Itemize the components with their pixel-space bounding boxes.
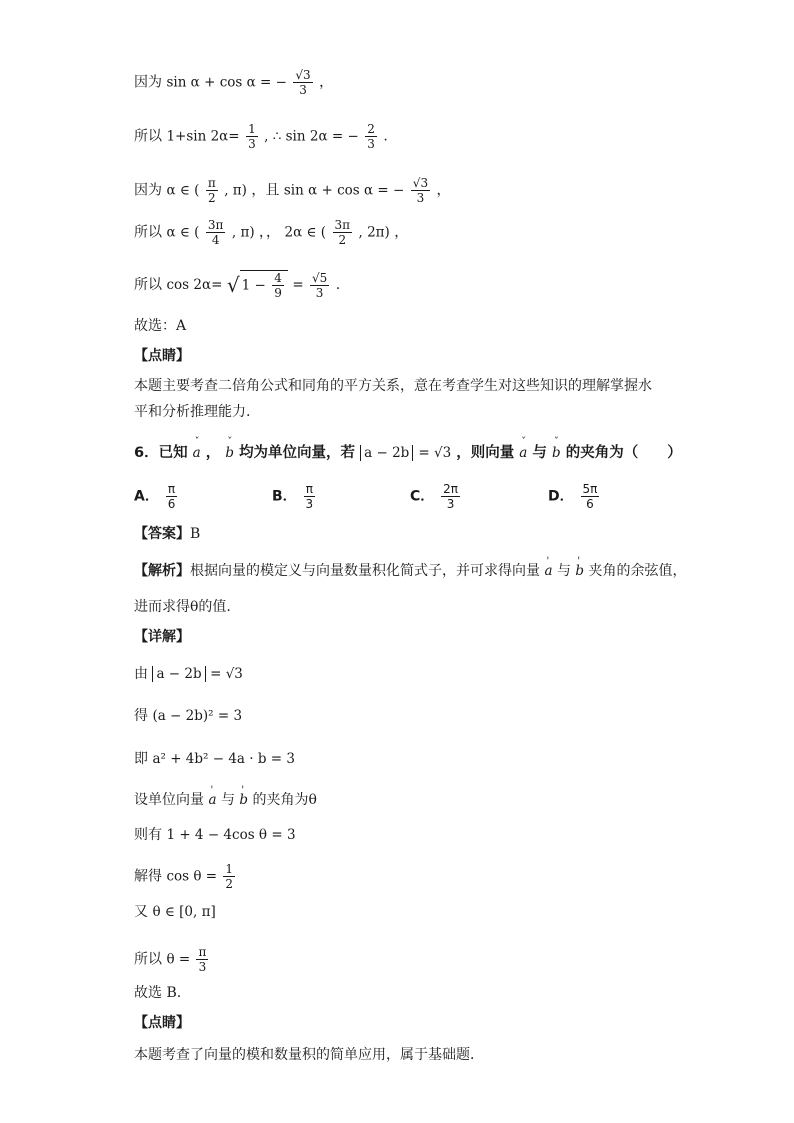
- option-d[interactable]: [548, 482, 601, 511]
- numerator: π: [167, 482, 176, 496]
- math-expr: θ ∈ [0, π]: [152, 904, 216, 920]
- vector-b: ˇ b: [552, 444, 561, 462]
- math-expr: (a − 2b)² = 3: [152, 708, 243, 724]
- punct: ，: [205, 445, 221, 461]
- stem-text: 的夹角为（ ）: [565, 445, 682, 461]
- numerator: 1: [225, 862, 234, 876]
- fraction: [196, 945, 208, 974]
- option-label: C．: [410, 488, 435, 505]
- sqrt-sign: √: [226, 273, 240, 297]
- math-expr: = √3: [418, 445, 452, 461]
- denominator: 2: [338, 233, 347, 247]
- math-expr: , π): [224, 182, 247, 199]
- solution-line-3: [134, 176, 451, 205]
- denominator: 2: [225, 877, 234, 891]
- line-prefix: 所以: [134, 224, 162, 241]
- analysis-line-2: 进而求得θ的值.: [134, 599, 231, 615]
- answer-section: [134, 525, 200, 543]
- math-expr: , ∴ sin 2α = −: [264, 128, 359, 145]
- numerator: 2π: [443, 482, 459, 496]
- numerator: 4: [274, 271, 282, 285]
- denominator: 2: [208, 191, 216, 205]
- vector-a: ' a: [208, 791, 216, 809]
- numerator: 1: [248, 122, 256, 136]
- abs-expression: a − 2b: [152, 666, 205, 682]
- line-prefix: 因为: [134, 182, 162, 199]
- vector-b: ' b: [239, 791, 248, 809]
- denominator: 4: [211, 233, 220, 247]
- detail-line-1: [134, 665, 243, 683]
- line-prefix: 又: [134, 904, 148, 920]
- denominator: 3: [299, 83, 307, 97]
- numerator: √3: [295, 68, 311, 82]
- fraction: [223, 862, 235, 891]
- answer-line: 故选：A: [134, 318, 187, 334]
- denominator: 6: [167, 497, 176, 511]
- detail-line-8: [134, 945, 210, 974]
- fraction: [581, 482, 600, 511]
- numerator: 3π: [207, 218, 224, 232]
- option-label: A．: [134, 488, 159, 505]
- numerator: π: [198, 945, 207, 959]
- numerator: √3: [412, 176, 429, 190]
- comment-text: 本题主要考查二倍角公式和同角的平方关系，意在考查学生对这些知识的理解掌握水平和分析推理能力.: [134, 378, 652, 420]
- math-expr: 1 −: [241, 277, 266, 294]
- line-prefix: 所以: [134, 128, 162, 145]
- vector-b: ˇ b: [225, 444, 234, 462]
- fraction: [333, 218, 353, 247]
- punct: ，: [319, 74, 334, 91]
- punct: ，: [436, 182, 451, 199]
- detail-text: 与: [220, 792, 235, 808]
- math-expr: sin α + cos α = −: [283, 182, 405, 199]
- punct: ，: [394, 224, 409, 241]
- denominator: 3: [446, 497, 455, 511]
- punct: ，，: [259, 224, 281, 241]
- detail-line-4: [134, 791, 317, 809]
- denominator: 3: [367, 137, 375, 151]
- detail-text: 的夹角为θ: [252, 792, 317, 808]
- vector-a: ˇ a: [519, 444, 527, 462]
- conjunction: ，且: [251, 182, 280, 199]
- math-expr: sin α + cos α = −: [166, 74, 287, 91]
- line-prefix: 所以: [134, 951, 162, 968]
- detail-heading: 【详解】: [134, 629, 190, 645]
- math-expr: , π): [231, 224, 255, 241]
- line-prefix: 即: [134, 751, 148, 767]
- analysis-line-1: [134, 562, 687, 580]
- denominator: 3: [198, 960, 207, 974]
- option-label: D．: [548, 488, 574, 505]
- fraction: [272, 271, 284, 300]
- comment-text-2: 本题考查了向量的模和数量积的简单应用，属于基础题．: [134, 1047, 484, 1063]
- numerator: 5π: [582, 482, 598, 496]
- line-prefix: 由: [134, 666, 148, 682]
- stem-text: 与: [532, 445, 547, 461]
- numerator: 3π: [334, 218, 351, 232]
- fraction: [310, 271, 329, 300]
- analysis-heading: 【解析】: [134, 563, 190, 579]
- sqrt-body: [240, 270, 288, 300]
- fraction: [365, 122, 377, 151]
- math-expr: cos 2α=: [166, 277, 223, 293]
- fraction: [206, 176, 218, 205]
- detail-line-5: [134, 826, 296, 844]
- denominator: 6: [586, 497, 594, 511]
- option-a[interactable]: [134, 482, 179, 511]
- vector-a: ' a: [544, 562, 552, 580]
- vector-a: ˇ a: [193, 444, 201, 462]
- detail-line-6: [134, 862, 237, 891]
- math-expr: = √3: [210, 666, 243, 682]
- math-expr: α ∈ (: [166, 182, 200, 199]
- numerator: 2: [367, 122, 375, 136]
- punct: .: [383, 128, 388, 145]
- math-expr: α ∈ (: [166, 224, 200, 241]
- fraction: [293, 68, 312, 97]
- punct: .: [335, 277, 341, 293]
- math-expr: cos θ =: [166, 868, 222, 885]
- fraction: [441, 482, 460, 511]
- denominator: 3: [248, 137, 256, 151]
- denominator: 3: [416, 191, 425, 205]
- detail-line-7: [134, 903, 216, 921]
- abs-expression: a − 2b: [360, 445, 413, 461]
- option-b[interactable]: [272, 482, 317, 511]
- line-prefix: 解得: [134, 868, 162, 885]
- solution-line-2: [134, 122, 388, 151]
- comment-heading: 【点睛】: [134, 348, 190, 364]
- detail-text: 设单位向量: [134, 792, 204, 808]
- math-expr: 1 + 4 − 4cos θ = 3: [166, 827, 296, 843]
- line-prefix: 所以: [134, 277, 162, 293]
- fraction: [411, 176, 430, 205]
- comment-heading-2: 【点睛】: [134, 1015, 190, 1031]
- math-expr: 2α ∈ (: [284, 224, 327, 241]
- math-expr: θ =: [166, 951, 195, 968]
- stem-text: ，则向量: [456, 445, 515, 461]
- denominator: 9: [274, 286, 282, 300]
- numerator: √5: [311, 270, 328, 285]
- line-prefix: 则有: [134, 827, 162, 843]
- analysis-text: 根据向量的模定义与向量数量积化简式子，并可求得向量: [190, 563, 540, 579]
- fraction: [246, 122, 258, 151]
- vector-b: ' b: [575, 562, 584, 580]
- fraction: [166, 482, 178, 511]
- math-expr: =: [292, 277, 308, 293]
- question-number: 6．已知: [134, 445, 188, 461]
- detail-line-2: [134, 707, 242, 725]
- choose-line: 故选 B.: [134, 985, 182, 1001]
- option-c[interactable]: [410, 482, 462, 511]
- stem-text: 均为单位向量，若: [239, 445, 356, 461]
- analysis-text: 夹角的余弦值，: [588, 563, 687, 579]
- fraction: [304, 482, 316, 511]
- math-expr: a² + 4b² − 4a · b = 3: [152, 751, 295, 767]
- detail-line-3: [134, 750, 295, 768]
- solution-line-5: [134, 270, 340, 300]
- solution-line-1: [134, 68, 333, 97]
- solution-line-4: [134, 218, 408, 247]
- fraction: [206, 218, 226, 247]
- denominator: 3: [305, 497, 314, 511]
- line-prefix: 得: [134, 708, 148, 724]
- denominator: 3: [315, 285, 324, 300]
- math-expr: 1+sin 2α=: [166, 128, 240, 145]
- numerator: π: [305, 482, 313, 496]
- option-label: B．: [272, 488, 297, 505]
- math-expr: , 2π): [358, 224, 390, 241]
- answer-heading: 【答案】: [134, 526, 190, 542]
- question-6-stem: [134, 444, 682, 462]
- analysis-text: 与: [556, 563, 571, 579]
- numerator: π: [207, 176, 216, 190]
- line-prefix: 因为: [134, 74, 162, 91]
- answer-value: B: [190, 526, 201, 542]
